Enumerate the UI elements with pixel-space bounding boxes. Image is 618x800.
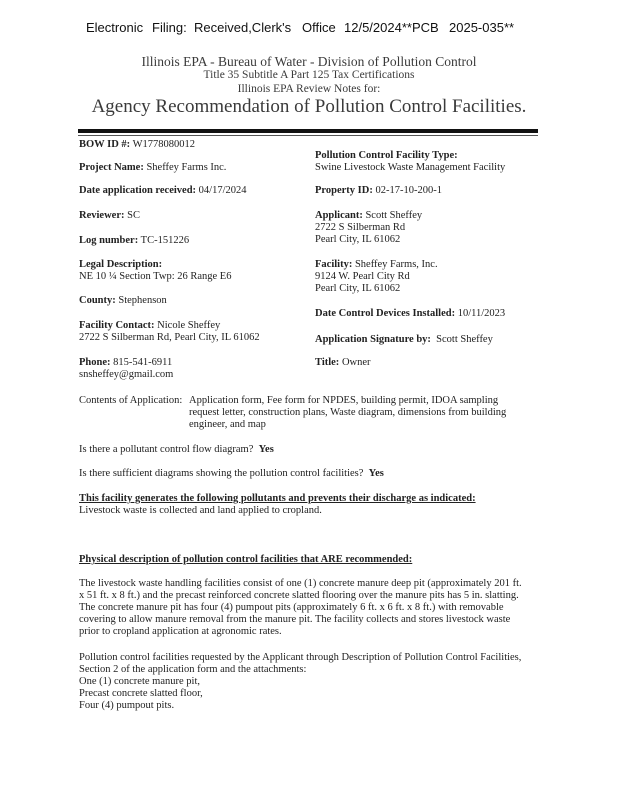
facility-contact: Facility Contact: Nicole Sheffey	[79, 320, 221, 331]
title-bureau: Illinois EPA - Bureau of Water - Division of Pollution Control	[141, 54, 477, 69]
pollutants-heading: This facility generates the following pollutants and prevents their discharge as indicated:	[79, 493, 476, 504]
title-part: Title 35 Subtitle A Part 125 Tax Certifications	[203, 69, 415, 81]
legal-description-label: Legal Description:	[79, 259, 163, 270]
header-rule-thick	[78, 129, 538, 133]
facility-contact-address: 2722 S Silberman Rd, Pearl City, IL 61062	[79, 332, 260, 343]
filing-date: 12/5/2024**PCB	[344, 20, 439, 35]
physical-p2-line: Pollution control facilities requested by the Applicant through Description of Pollution Control Facilities,	[79, 652, 522, 663]
contents-line-1: Application form, Fee form for NPDES, building permit, IDOA sampling	[189, 395, 499, 406]
signer-title: Title: Owner	[315, 357, 371, 368]
physical-p1-line: x 51 ft. x 8 ft.) and the precast reinforced concrete slatted flooring over the manure pits has 5 in. slatting.	[79, 590, 519, 601]
physical-p1-line: The livestock waste handling facilities consist of one (1) concrete manure deep pit (approximately 201 ft.	[79, 578, 522, 589]
physical-p1-line: covering to allow manure removal from the manure pit. The facility collects and stores livestock waste	[79, 614, 511, 625]
header-rule-thin	[78, 135, 538, 136]
physical-p1-line: prior to cropland application at agronomic rates.	[79, 626, 282, 637]
email: snsheffey@gmail.com	[79, 369, 174, 380]
reviewer: Reviewer: SC	[79, 210, 140, 221]
date-received: Date application received: 04/17/2024	[79, 185, 247, 196]
physical-p2-line: One (1) concrete manure pit,	[79, 676, 200, 687]
physical-p2-line: Section 2 of the application form and the attachments:	[79, 664, 307, 675]
facility-address-1: 9124 W. Pearl City Rd	[315, 271, 410, 282]
physical-heading: Physical description of pollution control facilities that ARE recommended:	[79, 554, 413, 565]
facility-type: Swine Livestock Waste Management Facility	[315, 162, 506, 173]
applicant: Applicant: Scott Sheffey	[315, 210, 423, 221]
applicant-address-1: 2722 S Silberman Rd	[315, 222, 406, 233]
physical-p2-line: Four (4) pumpout pits.	[79, 700, 175, 711]
question-flow-diagram: Is there a pollutant control flow diagram? Yes	[79, 444, 274, 455]
question-sufficient-diagrams: Is there sufficient diagrams showing the pollution control facilities? Yes	[79, 468, 384, 479]
facility-address-2: Pearl City, IL 61062	[315, 283, 401, 294]
log-number: Log number: TC-151226	[79, 235, 190, 246]
pollutants-text: Livestock waste is collected and land applied to cropland.	[79, 505, 322, 516]
applicant-address-2: Pearl City, IL 61062	[315, 234, 401, 245]
filing-electronic: Electronic	[86, 20, 144, 35]
phone: Phone: 815-541-6911	[79, 357, 173, 368]
filing-office: Office	[302, 20, 336, 35]
facility: Facility: Sheffey Farms, Inc.	[315, 259, 438, 270]
legal-description: NE 10 ¼ Section Twp: 26 Range E6	[79, 271, 232, 282]
project-name: Project Name: Sheffey Farms Inc.	[79, 162, 227, 173]
page-title: Agency Recommendation of Pollution Control Facilities.	[91, 96, 527, 117]
title-review-notes: Illinois EPA Review Notes for:	[237, 83, 381, 95]
property-id: Property ID: 02-17-10-200-1	[315, 185, 442, 196]
physical-p1-line: The concrete manure pit has four (4) pumpout pits (approximately 6 ft. x 6 ft. x 8 ft.) with removable	[79, 602, 504, 613]
contents-label: Contents of Application:	[79, 395, 183, 406]
devices-installed: Date Control Devices Installed: 10/11/2023	[315, 308, 506, 319]
physical-p2-line: Precast concrete slatted floor,	[79, 688, 203, 699]
contents-line-2: request letter, construction plans, Waste diagram, dimensions from building	[189, 407, 507, 418]
facility-type-label: Pollution Control Facility Type:	[315, 150, 458, 161]
county: County: Stephenson	[79, 295, 167, 306]
filing-case: 2025-035**	[449, 20, 515, 35]
bow-id: BOW ID #: W1778080012	[79, 139, 196, 150]
filing-received: Received,Clerk's	[194, 20, 292, 35]
filing-filing: Filing:	[152, 20, 187, 35]
application-signature: Application Signature by: Scott Sheffey	[315, 334, 493, 345]
contents-line-3: engineer, and map	[189, 419, 266, 430]
